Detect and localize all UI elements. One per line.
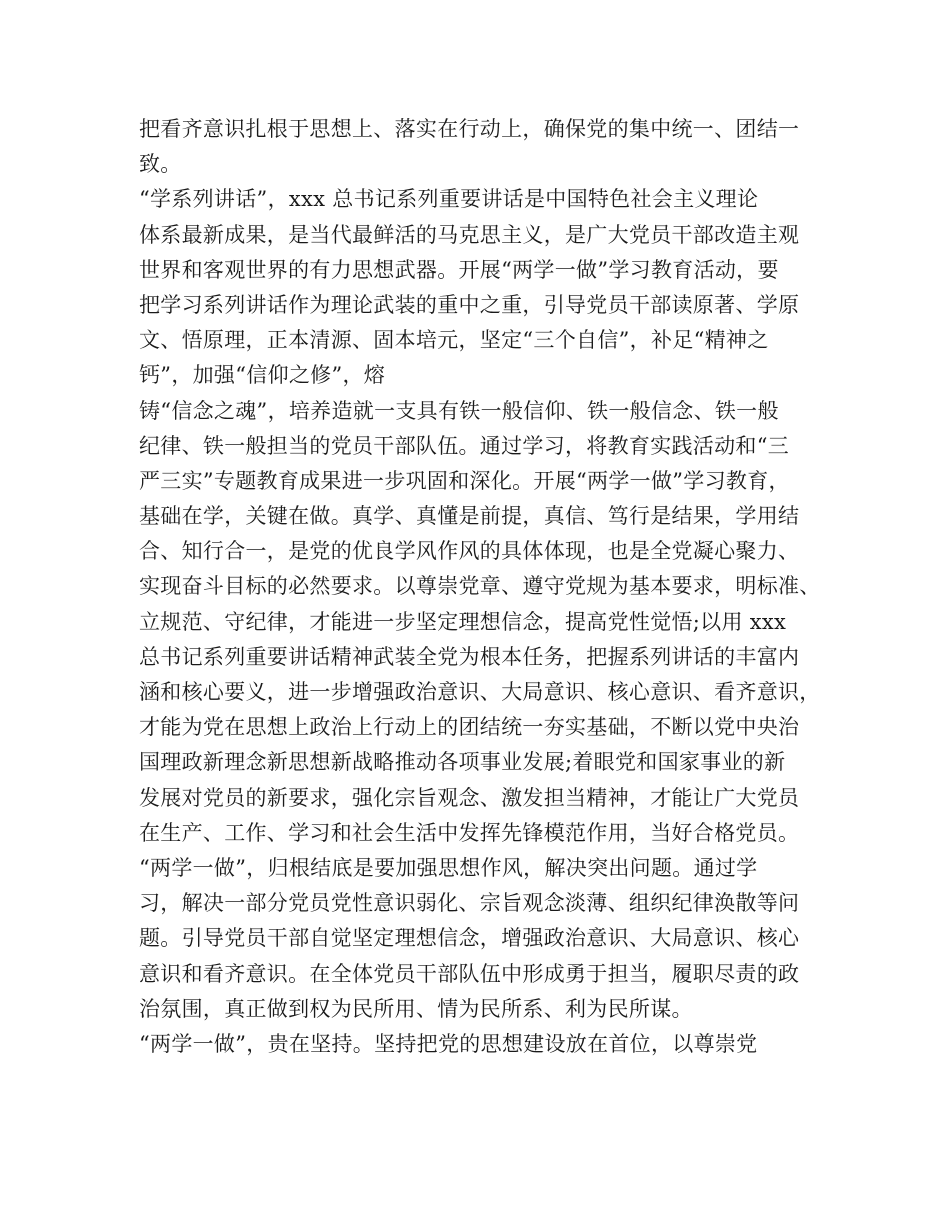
text-line: 基础在学，关键在做。真学、真懂是前提，真信、笃行是结果，学用结 xyxy=(139,504,800,529)
text-line: 铸“信念之魂”，培养造就一支具有铁一般信仰、铁一般信念、铁一般 xyxy=(139,398,779,423)
text-line: 发展对党员的新要求，强化宗旨观念、激发担当精神，才能让广大党员 xyxy=(139,785,800,810)
text-line: 把学习系列讲话作为理论武装的重中之重，引导党员干部读原著、学原 xyxy=(139,292,800,317)
text-line: 把看齐意识扎根于思想上、落实在行动上，确保党的集中统一、团结一 xyxy=(139,117,800,141)
text-line: “两学一做”，归根结底是要加强思想作风，解决突出问题。通过学 xyxy=(139,855,758,880)
text-line: 题。引导党员干部自觉坚定理想信念，增强政治意识、大局意识、核心 xyxy=(139,926,800,951)
text-line: 总书记系列重要讲话精神武装全党为根本任务，把握系列讲话的丰富内 xyxy=(139,644,800,669)
body-text xyxy=(139,112,829,1062)
text-line: 纪律、铁一般担当的党员干部队伍。通过学习，将教育实践活动和“三 xyxy=(139,433,790,458)
text-line: 在生产、工作、学习和社会生活中发挥先锋模范作用，当好合格党员。 xyxy=(139,820,800,845)
text-line: “两学一做”，贵在坚持。坚持把党的思想建设放在首位，以尊崇党 xyxy=(139,1031,758,1056)
text-line: 国理政新理念新思想新战略推动各项事业发展;着眼党和国家事业的新 xyxy=(139,750,786,775)
text-line: 习，解决一部分党员党性意识弱化、宗旨观念淡薄、组织纪律涣散等问 xyxy=(139,891,800,916)
text-line: 钙”，加强“信仰之修”，熔 xyxy=(139,363,386,388)
text-line: 才能为党在思想上政治上行动上的团结统一夯实基础，不断以党中央治 xyxy=(139,715,800,740)
text-line: 涵和核心要义，进一步增强政治意识、大局意识、核心意识、看齐意识， xyxy=(139,680,821,704)
text-line: 世界和客观世界的有力思想武器。开展“两学一做”学习教育活动，要 xyxy=(139,257,779,282)
text-line: 治氛围，真正做到权为民所用、情为民所系、利为民所谋。 xyxy=(139,996,693,1021)
text-line: 文、悟原理，正本清源、固本培元，坚定“三个自信”，补足“精神之 xyxy=(139,328,769,353)
text-line: 意识和看齐意识。在全体党员干部队伍中形成勇于担当，履职尽责的政 xyxy=(139,961,800,986)
text-line: 立规范、守纪律，才能进一步坚定理想信念，提高党性觉悟;以用 xxx xyxy=(139,609,787,634)
text-line: 合、知行合一，是党的优良学风作风的具体体现，也是全党凝心聚力、 xyxy=(139,539,800,564)
text-line: “学系列讲话”，xxx 总书记系列重要讲话是中国特色社会主义理论 xyxy=(139,187,759,212)
text-line: 实现奋斗目标的必然要求。以尊崇党章、遵守党规为基本要求，明标准、 xyxy=(139,574,821,599)
text-line: 体系最新成果，是当代最鲜活的马克思主义，是广大党员干部改造主观 xyxy=(139,222,800,247)
text-line: 致。 xyxy=(139,152,182,177)
text-line: 严三实”专题教育成果进一步巩固和深化。开展“两学一做”学习教育， xyxy=(139,468,790,493)
